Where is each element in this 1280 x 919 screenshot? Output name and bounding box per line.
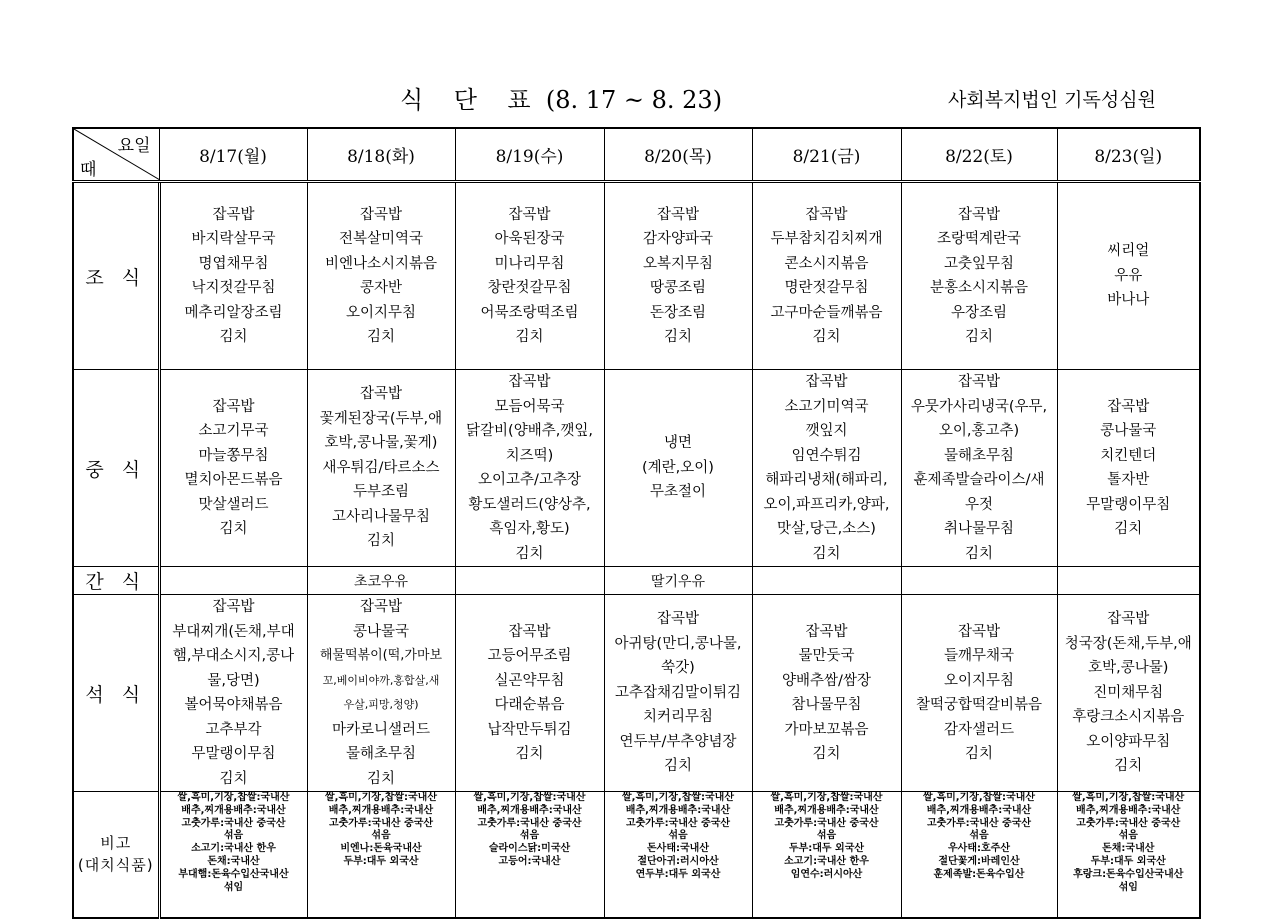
dinner-cell (752, 595, 901, 792)
dish-item: 비엔나소시지볶음 (324, 255, 438, 272)
origin-note-line: 우사태:호주산 (948, 843, 1010, 855)
origin-note-line: 고춧가루:국내산 중국산 (926, 817, 1032, 829)
origin-note-line: 섞임 (1118, 881, 1138, 893)
dish-item: 김치 (366, 533, 395, 550)
snack-cell (1057, 567, 1200, 595)
dish-item: 오이양파무침 (1086, 733, 1171, 750)
dish-item: 잡곡밥 (359, 599, 403, 615)
origin-note-line: 섞음 (371, 830, 391, 842)
lunch-row (73, 370, 1200, 567)
origin-note-line: 슬라이스닭:미국산 (488, 843, 571, 855)
dish-item: 잡곡밥 (805, 206, 848, 223)
page-title: 식 단 표 (8. 17 ~ 8. 23) (400, 86, 723, 114)
origin-note-line: 배추,찌개용배추:국내산 (774, 804, 879, 816)
origin-note-line: 배추,찌개용배추:국내산 (328, 804, 434, 816)
dish-item: 납작만두튀김 (487, 721, 572, 738)
snack-cell (752, 567, 901, 595)
dish-item: 미나리무침 (494, 255, 565, 272)
dish-item: 햄,부대소시지,콩나 (172, 648, 295, 664)
dish-item: 찰떡궁합떡갈비볶음 (915, 697, 1043, 713)
origin-note-cell (1057, 792, 1200, 918)
dish-item: 돈장조림 (649, 304, 707, 321)
dish-item: 쑥갓) (661, 660, 695, 677)
origin-note-line: 섞음 (519, 830, 540, 842)
dish-item: 김치 (515, 329, 544, 345)
dish-item: 다래순볶음 (494, 697, 565, 713)
origin-note-line: 섞음 (816, 830, 837, 842)
origin-note-line: 절단꽃게:바레인산 (938, 855, 1020, 867)
dish-item: 훈제족발슬라이스/새 (913, 472, 1045, 488)
snack-cell (901, 567, 1057, 595)
dish-item: 낙지젓갈무침 (191, 280, 276, 296)
dish-item: 아욱된장국 (494, 231, 565, 247)
origin-note-line: 돈사태:국내산 (647, 843, 709, 855)
dish-item: 김치 (964, 329, 993, 345)
dish-item: 잡곡밥 (212, 599, 255, 615)
day-header: 8/19(수) (455, 128, 604, 182)
origin-note-line: 섞임 (223, 881, 244, 893)
dish-item: 콩나물국 (352, 623, 410, 640)
dish-item: 부대찌개(돈채,부대 (172, 623, 295, 640)
dish-item: 진미채무침 (1093, 684, 1164, 701)
snack-cell (455, 567, 604, 595)
dish-item: 고등어무조림 (487, 648, 572, 664)
dish-item: 잡곡밥 (508, 374, 551, 390)
dish-item: 들깨무채국 (943, 648, 1015, 664)
origin-note-line: 쌀,흑미,기장,찹쌀:국내산 (325, 792, 437, 803)
origin-note-cell (604, 792, 752, 918)
dinner-cell (159, 595, 307, 792)
dish-item: 고구마순들깨볶음 (770, 304, 883, 321)
dish-item: 오이고추/고추장 (478, 472, 581, 488)
lunch-cell (604, 370, 752, 567)
lunch-cell (159, 370, 307, 567)
day-header: 8/18(화) (307, 128, 455, 182)
dish-item: 닭갈비(양배추,깻잎, (466, 423, 593, 439)
dish-item: 바나나 (1107, 292, 1150, 309)
dish-item: 잡곡밥 (1107, 398, 1150, 415)
dish-item: 볼어묵야채볶음 (184, 697, 283, 713)
dish-item: 명란젓갈무침 (784, 280, 869, 296)
dish-item: (계란,오이) (642, 459, 714, 476)
dish-item: 김치 (515, 746, 544, 762)
origin-note-line: 쌀,흑미,기장,찹쌀:국내산 (1072, 792, 1185, 803)
dish-item: 두부참치김치찌개 (770, 231, 883, 247)
dish-item: 무말랭이무침 (1086, 496, 1171, 513)
dish-item: 김치 (812, 545, 841, 562)
dish-item: 잡곡밥 (656, 611, 700, 628)
dish-item: 김치 (366, 770, 395, 787)
dish-item: 잡곡밥 (212, 398, 255, 415)
origin-note-line: 부대햄:돈육수입산국내산 (178, 868, 289, 880)
origin-note-cell (752, 792, 901, 918)
dish-item: 물만둣국 (798, 648, 855, 664)
dinner-cell (307, 595, 455, 792)
dish-item: 고사리나물무침 (331, 508, 431, 525)
dish-item: 마카로니샐러드 (331, 721, 431, 738)
dish-item: 잡곡밥 (359, 206, 403, 223)
dish-item: 꼬,베이비야까,홍합살,새 (322, 673, 440, 687)
origin-note-cell (901, 792, 1057, 918)
dish-item: 참나물무침 (791, 697, 862, 713)
origin-note-line: 두부:대두 외국산 (343, 855, 419, 867)
origin-note-line: 고춧가루:국내산 중국산 (181, 817, 286, 829)
dish-item: 오이,홍고추) (938, 423, 1020, 439)
dinner-cell (901, 595, 1057, 792)
origin-note-line: 배추,찌개용배추:국내산 (1076, 804, 1181, 816)
dish-item: 연두부/부추양념장 (619, 733, 737, 750)
origin-note-line: 섞음 (223, 830, 244, 842)
origin-note-line: 섞음 (969, 830, 989, 842)
dish-item: 가마보꼬볶음 (784, 721, 869, 738)
dish-item: 치즈떡) (505, 447, 554, 464)
origin-note-line: 고춧가루:국내산 중국산 (1076, 817, 1181, 829)
dish-item: 김치 (812, 746, 841, 762)
origin-note-line: 섞음 (1118, 830, 1138, 842)
corner-cell (73, 128, 159, 182)
dinner-cell (455, 595, 604, 792)
breakfast-cell (159, 182, 307, 370)
dish-item: 우장조림 (950, 304, 1008, 321)
origin-note-line: 비엔나:돈육국내산 (340, 843, 422, 855)
dish-item: 물해초무침 (345, 746, 417, 762)
snack-cell: 초코우유 (307, 567, 455, 595)
origin-note-line: 두부:대두 외국산 (788, 843, 865, 855)
corner-day-label: 요일 (117, 136, 151, 156)
dish-item: 소고기미역국 (784, 398, 869, 415)
origin-note-line: 연두부:대두 외국산 (635, 868, 721, 880)
origin-note-line: 고춧가루:국내산 중국산 (774, 817, 879, 829)
day-header: 8/21(금) (752, 128, 901, 182)
origin-note-line: 고춧가루:국내산 중국산 (328, 817, 434, 829)
meal-label-breakfast: 조 식 (73, 182, 159, 370)
corner-meal-label: 때 (80, 160, 97, 180)
dish-item: 호박,콩나물) (1088, 660, 1169, 677)
origin-note-line: 쌀,흑미,기장,찹쌀:국내산 (473, 792, 586, 803)
origin-note-cell (159, 792, 307, 918)
dish-item: 김치 (219, 329, 248, 345)
dish-item: 실곤약무침 (494, 672, 565, 689)
dish-item: 우유 (1114, 267, 1143, 284)
dish-item: 고추부각 (205, 721, 262, 738)
dish-item: 김치 (1114, 521, 1143, 537)
dish-item: 오이지무침 (943, 672, 1015, 689)
dish-item: 잡곡밥 (805, 623, 848, 640)
dish-item: 물,당면) (207, 672, 260, 689)
breakfast-row (73, 182, 1200, 370)
origin-note-line: 소고기:국내산 한우 (191, 843, 276, 855)
dish-item: 창란젓갈무침 (487, 280, 572, 296)
dish-item: 새우튀김/타르소스 (322, 459, 440, 476)
notes-label (73, 792, 159, 918)
day-header: 8/17(월) (159, 128, 307, 182)
dish-item: 소고기무국 (198, 423, 269, 439)
dish-item: 감자양파국 (642, 231, 714, 247)
origin-note-line: 돈채:국내산 (1102, 843, 1155, 855)
lunch-cell (1057, 370, 1200, 567)
breakfast-cell (1057, 182, 1200, 370)
dish-item: 콩자반 (359, 280, 403, 296)
meal-label-dinner: 석 식 (73, 595, 159, 792)
dish-item: 황도샐러드(양상추, (468, 496, 591, 513)
dish-item: 잡곡밥 (359, 386, 403, 403)
menu-table (72, 127, 1201, 919)
notes-row (73, 792, 1200, 918)
dish-item: 고춧잎무침 (943, 255, 1015, 272)
dish-item: 김치 (219, 521, 248, 537)
origin-note-line: 쌀,흑미,기장,찹쌀:국내산 (177, 792, 290, 803)
origin-note-cell (455, 792, 604, 918)
dish-item: 깻잎지 (805, 423, 848, 439)
origin-note-line: 쌀,흑미,기장,찹쌀:국내산 (923, 792, 1035, 803)
origin-note-line: 임연수:러시아산 (790, 868, 863, 880)
dish-item: 취나물무침 (943, 521, 1015, 537)
origin-note-line: 고춧가루:국내산 중국산 (625, 817, 731, 829)
dish-item: 김치 (1114, 758, 1143, 775)
origin-note-line: 후랑크:돈육수입산국내산 (1073, 868, 1184, 880)
dinner-row (73, 595, 1200, 792)
dish-item: 잡곡밥 (508, 206, 551, 223)
breakfast-cell (604, 182, 752, 370)
dish-item: 콘소시지볶음 (784, 255, 869, 272)
dish-item: 고추잡채김말이튀김 (614, 684, 742, 701)
notes-label-sub: (대치식품) (77, 856, 154, 875)
dish-item: 흑임자,황도) (489, 521, 570, 537)
dish-item: 후랑크소시지볶음 (1072, 709, 1185, 726)
dish-item: 오이지무침 (345, 304, 417, 321)
dish-item: 씨리얼 (1107, 243, 1150, 260)
dish-item: 김치 (663, 758, 692, 775)
dish-item: 김치 (515, 545, 544, 562)
dish-item: 김치 (964, 746, 993, 762)
dish-item: 바지락살무국 (191, 231, 276, 247)
origin-note-line: 돈채:국내산 (207, 855, 260, 867)
dish-item: 호박,콩나물,꽃게) (324, 435, 438, 452)
dish-item: 맛살,당근,소스) (777, 521, 876, 537)
lunch-cell (307, 370, 455, 567)
origin-note-line: 배추,찌개용배추:국내산 (181, 804, 286, 816)
dish-item: 우살,피망,청양) (343, 698, 419, 711)
dish-item: 우젓 (964, 496, 993, 513)
notes-label-main: 비고 (100, 834, 132, 853)
origin-note-line: 고춧가루:국내산 중국산 (477, 817, 582, 829)
dish-item: 전복살미역국 (338, 231, 424, 247)
dish-item: 잡곡밥 (212, 206, 255, 223)
organization-name: 사회복지법인 기독성심원 (948, 89, 1156, 111)
dinner-cell (604, 595, 752, 792)
dish-item: 콩나물국 (1100, 423, 1157, 439)
dish-item: 김치 (812, 329, 841, 345)
dish-item: 김치 (219, 770, 248, 787)
dish-item: 우뭇가사리냉국(우무, (910, 398, 1048, 415)
dish-item: 무말랭이무침 (191, 746, 276, 762)
dish-item: 김치 (663, 329, 692, 345)
dish-item: 치커리무침 (642, 709, 714, 726)
origin-note-line: 배추,찌개용배추:국내산 (926, 804, 1032, 816)
lunch-cell (901, 370, 1057, 567)
day-header: 8/22(토) (901, 128, 1057, 182)
origin-note-cell (307, 792, 455, 918)
lunch-cell (752, 370, 901, 567)
origin-note-line: 두부:대두 외국산 (1090, 855, 1166, 867)
dish-item: 치킨텐더 (1100, 447, 1157, 464)
dish-item: 잡곡밥 (957, 374, 1001, 390)
meal-label-snack: 간 식 (73, 567, 159, 595)
dish-item: 어묵조랑떡조림 (480, 304, 579, 321)
origin-note-line: 쌀,흑미,기장,찹쌀:국내산 (770, 792, 883, 803)
dish-item: 청국장(돈채,두부,애 (1064, 635, 1192, 652)
dish-item: 해파리냉채(해파리, (765, 472, 888, 488)
origin-note-line: 배추,찌개용배추:국내산 (625, 804, 731, 816)
origin-note-line: 소고기:국내산 한우 (784, 855, 869, 867)
dish-item: 무초절이 (649, 484, 707, 501)
dish-item: 잡곡밥 (508, 623, 551, 640)
origin-note-line: 절단아귀:러시아산 (637, 855, 719, 867)
dish-item: 감자샐러드 (943, 721, 1015, 738)
dish-item: 김치 (366, 329, 395, 345)
dish-item: 잡곡밥 (957, 206, 1001, 223)
dish-item: 잡곡밥 (805, 374, 848, 390)
origin-note-line: 배추,찌개용배추:국내산 (477, 804, 582, 816)
dish-item: 아귀탕(만디,콩나물, (614, 635, 742, 652)
dish-item: 마늘쫑무침 (198, 447, 269, 464)
dish-item: 잡곡밥 (656, 206, 700, 223)
dish-item: 임연수튀김 (791, 447, 862, 464)
meal-label-lunch: 중 식 (73, 370, 159, 567)
breakfast-cell (752, 182, 901, 370)
dish-item: 양배추쌈/쌈장 (782, 672, 871, 689)
dish-item: 김치 (964, 545, 993, 562)
dish-item: 잡곡밥 (957, 623, 1001, 640)
dish-item: 메추리알장조림 (184, 304, 283, 321)
dish-item: 오이,파프리카,양파, (763, 496, 890, 513)
day-header: 8/20(목) (604, 128, 752, 182)
dish-item: 멸치아몬드볶음 (184, 472, 283, 488)
dish-item: 조랑떡계란국 (936, 231, 1022, 247)
breakfast-cell (901, 182, 1057, 370)
snack-row (73, 567, 1200, 595)
origin-note-line: 쌀,흑미,기장,찹쌀:국내산 (622, 792, 734, 803)
snack-cell (159, 567, 307, 595)
origin-note-line: 고등어:국내산 (498, 855, 561, 867)
dish-item: 꽃게된장국(두부,애 (319, 410, 443, 427)
dish-item: 모듬어묵국 (494, 398, 565, 415)
dish-item: 해물떡볶이(떡,가마보 (319, 648, 443, 663)
dish-item: 물해초무침 (943, 447, 1015, 464)
dish-item: 분홍소시지볶음 (929, 280, 1029, 296)
breakfast-cell (455, 182, 604, 370)
dinner-cell (1057, 595, 1200, 792)
dish-item: 명엽채무침 (198, 255, 269, 272)
origin-note-line: 섞음 (668, 830, 688, 842)
dish-item: 오복지무침 (642, 255, 714, 272)
snack-cell: 딸기우유 (604, 567, 752, 595)
dish-item: 냉면 (663, 435, 692, 452)
lunch-cell (455, 370, 604, 567)
dish-item: 톨자반 (1107, 472, 1150, 488)
dish-item: 맛살샐러드 (198, 496, 269, 513)
dish-item: 잡곡밥 (1107, 611, 1150, 628)
header-row (73, 128, 1200, 182)
origin-note-line: 훈제족발:돈육수입산 (933, 868, 1025, 880)
day-header: 8/23(일) (1057, 128, 1200, 182)
dish-item: 땅콩조림 (649, 280, 707, 296)
dish-item: 두부조림 (352, 484, 410, 501)
breakfast-cell (307, 182, 455, 370)
